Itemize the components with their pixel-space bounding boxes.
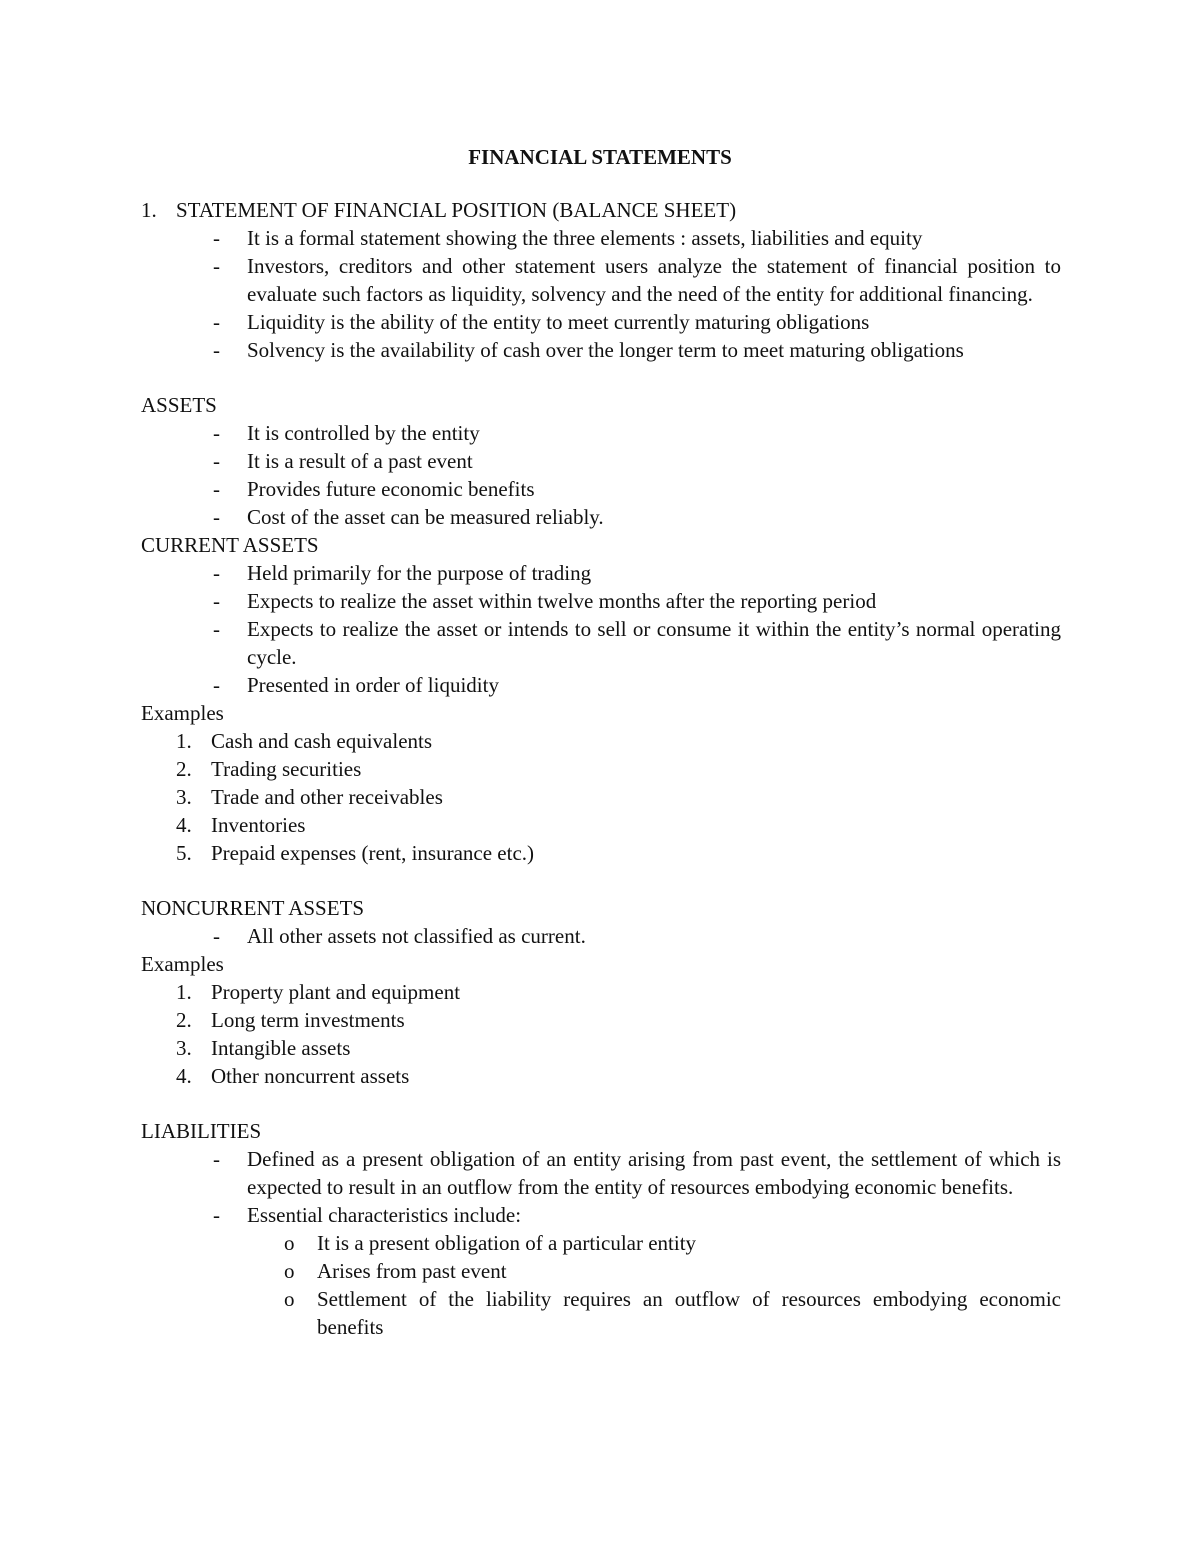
bullet-item: - Expects to realize the asset within twelve months after the reporting period	[213, 589, 877, 613]
bullet-item: - Essential characteristics include:	[213, 1203, 522, 1227]
list-number: 1.	[141, 198, 157, 222]
sub-bullet-item: o Settlement of the liability requires an outflow of resources embodying economic benefits	[284, 1287, 1061, 1339]
bullet-item: - Defined as a present obligation of an entity arising from past event, the settlement of which is expected to result in an outflow from the entity of resources embodying economic benefits.	[213, 1147, 1061, 1199]
numbered-item: 4. Other noncurrent assets	[176, 1064, 410, 1088]
numbered-item: 2. Long term investments	[176, 1008, 405, 1032]
bullet-item: - All other assets not classified as current.	[213, 924, 586, 948]
bullet-item: - Cost of the asset can be measured reliably.	[213, 505, 604, 529]
examples-label: Examples	[141, 952, 224, 976]
numbered-item: 4. Inventories	[176, 813, 306, 837]
spacer	[141, 1090, 1061, 1117]
sub-bullet-item: o Arises from past event	[284, 1259, 507, 1283]
bullet-item: - Presented in order of liquidity	[213, 673, 499, 697]
numbered-item: 1. Cash and cash equivalents	[176, 729, 433, 753]
bullet-item: - It is controlled by the entity	[213, 421, 480, 445]
bullet-item: - Solvency is the availability of cash over the longer term to meet maturing obligations	[213, 338, 964, 362]
noncurrent-assets-heading: NONCURRENT ASSETS	[141, 896, 365, 920]
liabilities-heading: LIABILITIES	[141, 1119, 262, 1143]
current-assets-heading: CURRENT ASSETS	[141, 533, 319, 557]
numbered-item: 3. Trade and other receivables	[176, 785, 443, 809]
section-heading	[141, 196, 1061, 224]
section-heading-text: STATEMENT OF FINANCIAL POSITION (BALANCE SHEET)	[176, 198, 737, 222]
bullet-item: - Held primarily for the purpose of trading	[213, 561, 592, 585]
page-title: FINANCIAL STATEMENTS	[468, 145, 732, 169]
bullet-item: - It is a formal statement showing the three elements : assets, liabilities and equity	[213, 226, 923, 250]
bullet-item: - Investors, creditors and other statement users analyze the statement of financial position to evaluate such factors as liquidity, solvency and the need of the entity for additional financing.	[213, 254, 1061, 306]
numbered-item: 2. Trading securities	[176, 757, 362, 781]
bullet-item: - Provides future economic benefits	[213, 477, 535, 501]
numbered-item: 3. Intangible assets	[176, 1036, 351, 1060]
sub-bullet-item: o It is a present obligation of a particular entity	[284, 1231, 697, 1255]
document-body	[141, 196, 1061, 1341]
spacer	[141, 364, 1061, 391]
numbered-item: 1. Property plant and equipment	[176, 980, 461, 1004]
examples-label: Examples	[141, 701, 224, 725]
spacer	[141, 867, 1061, 894]
numbered-item: 5. Prepaid expenses (rent, insurance etc.)	[176, 841, 535, 865]
bullet-item: - Liquidity is the ability of the entity to meet currently maturing obligations	[213, 310, 870, 334]
assets-heading: ASSETS	[141, 393, 217, 417]
bullet-item: - Expects to realize the asset or intends to sell or consume it within the entity’s normal operating cycle.	[213, 617, 1061, 669]
bullet-item: - It is a result of a past event	[213, 449, 473, 473]
